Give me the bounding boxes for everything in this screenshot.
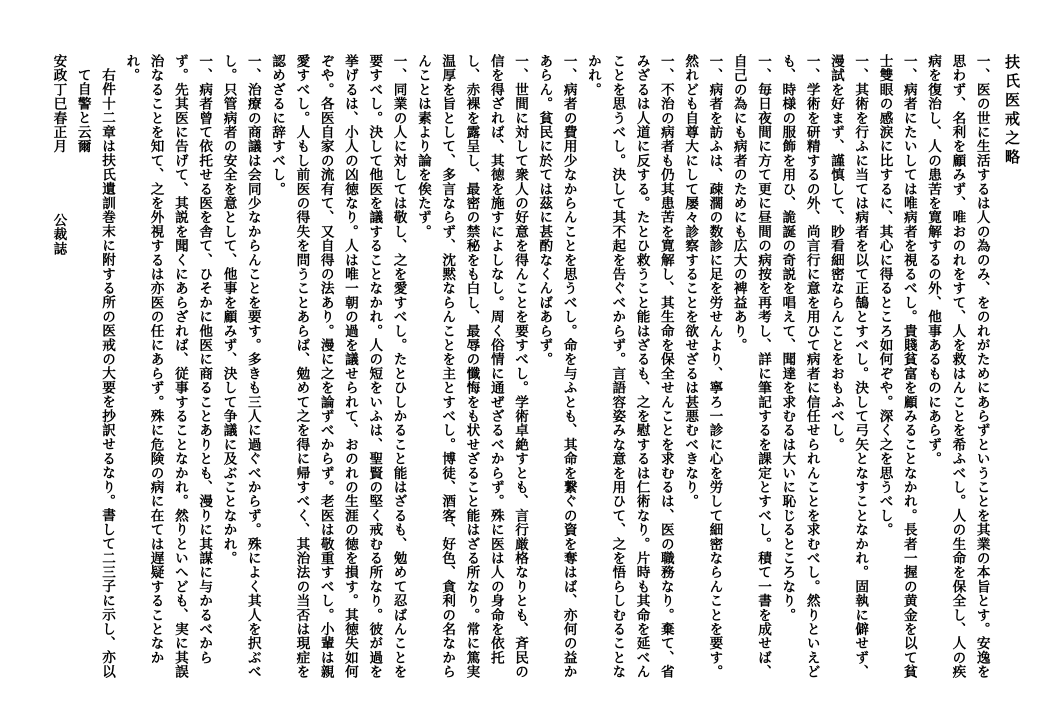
- article-5: 一、毎日夜間に方て更に昼間の病按を再考し、詳に筆記するを課定とすべし。積て一書を成せば、自己の為にも病者のためにも広大の裨益あり。: [730, 54, 772, 679]
- article-10: 一、同業の人に対しては敬し、之を愛すべし。たとひしかること能はざるも、勉めて忍ばんことを要すべし。決して他医を議することなかれ。人の短をいふは、聖賢の堅く戒むる所なり。彼が過を挙げるは、小人の凶徳なり。人は唯一朝の過を議せられて、おのれの生涯の徳を損す。其徳失如何ぞや。各医自家の流有て、又自得の法あり。漫に之を論ずべからず。老医は敬重すべし。小輩は親愛すべし。人もし前医の得失を問うことあらば、勉めて之を得に帰すべく、其治法の当否は現症を認めざるに辞すべし。: [269, 54, 407, 679]
- article-8: 一、病者の費用少なからんことを思うべし。命を与ふとも、其命を繋ぐの資を奪はば、亦何の益かあらん。貧民に於ては茲に甚酌なくんばあらず。: [536, 54, 577, 679]
- article-9: 一、世間に対して衆人の好意を得んことを要すべし。学術卓絶すとも、言行厳格なりとも、斉民の信を得ざれば、其徳を施すによしなし。周く俗情に通ぜざるべからず。殊に医は人の身命を依托し、赤裸を露呈し、最密の禁秘をも白し、最辱の懺悔をも状せざること能はざる所なり。常に篤実温厚を旨として、多言ならず、沈黙ならんことを主とすべし。博徒、酒客、好色、貪利の名なからんことは素より論を俟たず。: [414, 54, 529, 679]
- postscript: 右件十二章は扶氏遺訓巻末に附する所の医戒の大要を抄訳せるなり。書して二三子に示し、亦以て自警と云爾: [74, 68, 116, 679]
- article-11: 一、治療の商議は会同少なからんことを要す。多きも三人に過ぐべからず。殊によく其人を択ぶべし。只管病者の安全を意として、他事を顧みず、決して争議に及ぶことなかれ。: [220, 54, 261, 679]
- document-title: 扶氏医戒之略: [1003, 54, 1021, 168]
- author-text: 公裁誌: [50, 213, 67, 257]
- signature-line: [46, 54, 70, 691]
- article-1: 一、医の世に生活するは人の為のみ、をのれがためにあらずということを其業の本旨とす。安逸を思わず、名利を顧みず、唯おのれをすて、人を救はんことを希ふべし。人の生命を保全し、人の疾病を復治し、人の患苦を寛解するの外、他事あるものにあらず。: [925, 54, 990, 679]
- vertical-text-body: [14, 54, 1024, 691]
- article-7: 一、不治の病者も仍其患苦を寛解し、其生命を保全せんことを求むるは、医の職務なり。棄て、省みざるは人道に反する。たとひ救うこと能はざるも、之を慰するは仁術なり。片時も其命を延べんことを思うべし。決して其不起を告ぐべからず。言語容姿みな意を用ひて、之を悟らしむることなかれ。: [584, 54, 674, 679]
- article-12: 一、病者曾て依托せる医を舎て、ひそかに他医に商ることありとも、漫りに其謀に与かるべからず。先其医に告げて、其説を聞くにあらざれば、従事することなかれ。然りといへども、実に其誤治なることを知て、之を外視するは亦医の任にあらず。殊に危険の病に在ては遅疑することなかれ。: [123, 54, 213, 679]
- article-3: 一、其術を行ふに当ては病者を以て正鵠とすべし。決して弓矢となすことなかれ。固執に僻せず、漫試を好まず、謹慎して、眇看細密ならんことをおもふべし。: [827, 54, 869, 679]
- article-6: 一、病者を訪ふは、疎濶の数診に足を労せんより、寧ろ一診に心を労して細密ならんことを要す。然れども自尊大にして屡々診察することを欲せざるは甚悪むべきなり。: [682, 54, 723, 679]
- article-2: 一、病者にたいしては唯病者を視るべし。貴賤貧富を顧みることなかれ。長者一握の黄金を以て貧士雙眼の感涙に比するに、其心に得るところ如何ぞや。深く之を思うべし。: [876, 54, 917, 679]
- date-text: 安政丁巳春正月: [50, 54, 67, 154]
- article-4: 一、学術を研精するの外、尚言行に意を用ひて病者に信任せられんことを求むべし。然りといえども、時様の服飾を用ひ、詭誕の奇説を唱えて、聞達を求むるは大いに恥じるところなり。: [779, 54, 820, 679]
